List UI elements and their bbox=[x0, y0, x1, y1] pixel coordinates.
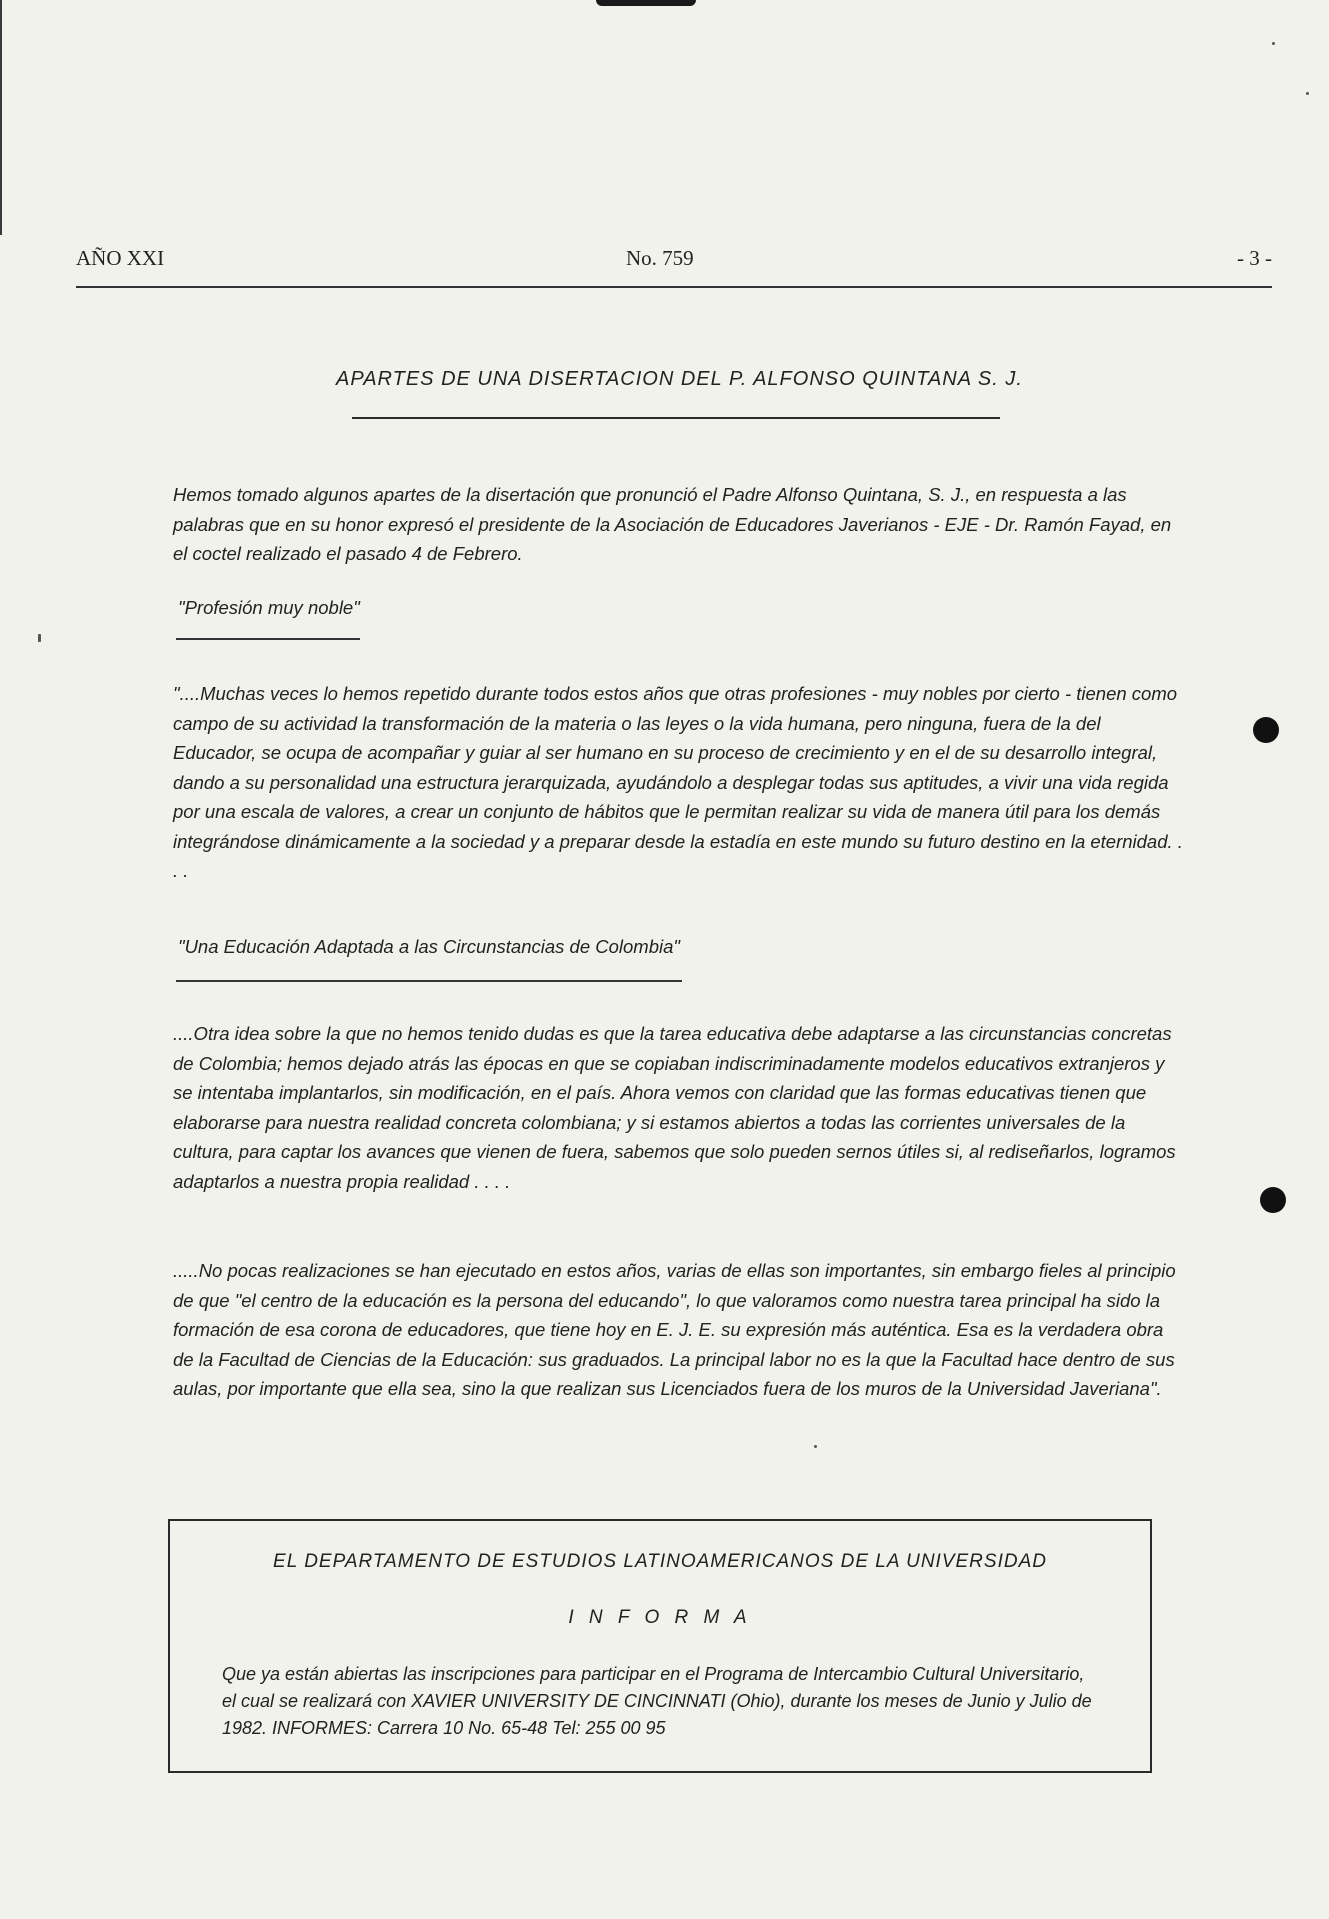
section-heading-underline bbox=[176, 638, 360, 640]
binder-tab bbox=[596, 0, 696, 6]
article-title: APARTES DE UNA DISERTACION DEL P. ALFONSO QUINTANA S. J. bbox=[336, 368, 1023, 390]
paper-speck bbox=[1306, 92, 1309, 95]
intro-paragraph: Hemos tomado algunos apartes de la disertación que pronunció el Padre Alfonso Quintana, S. J., en respuesta a las palabras que en su honor expresó el presidente de la Asociación de Educadores Javerianos - EJE - Dr. Ramón Fayad, en el coctel realizado el pasado 4 de Febrero. bbox=[173, 484, 1172, 564]
header-page-number: - 3 - bbox=[1237, 246, 1272, 270]
header-divider bbox=[76, 286, 1272, 288]
section-heading-underline bbox=[176, 980, 682, 982]
quote-paragraph-profesion: "....Muchas veces lo hemos repetido durante todos estos años que otras profesiones - muy nobles por cierto - tienen como campo de su actividad la transformación de la materia o las leyes o la vida humana, pero ninguna, fuera de la del Educador, se ocupa de acompañar y guiar al ser humano en su proceso de crecimiento y en el de su desarrollo integral, dando a su personalidad una estructura jerarquizada, ayudándolo a desplegar todas sus aptitudes, a vivir una vida regida por una escala de valores, a crear un conjunto de hábitos que le permitan realizar su vida de manera útil para los demás integrándose dinámicamente a la sociedad y a preparar desde la estadía en este mundo su futuro destino en la eternidad. . . . bbox=[173, 683, 1183, 881]
header-year: AÑO XXI bbox=[76, 246, 165, 270]
page-edge bbox=[0, 0, 2, 235]
paper-speck bbox=[38, 634, 41, 642]
notice-body: Que ya están abiertas las inscripciones para participar en el Programa de Intercambio Cultural Universitario, el cual se realizará con XAVIER UNIVERSITY DE CINCINNATI (Ohio), durante los meses de Junio y Julio de 1982. INFORMES: Carrera 10 No. 65-48 Tel: 255 00 95 bbox=[222, 1664, 1092, 1738]
notice-subheading: I N F O R M A bbox=[568, 1607, 752, 1628]
header-issue-number: No. 759 bbox=[626, 246, 694, 270]
quote-paragraph-educacion: ....Otra idea sobre la que no hemos tenido dudas es que la tarea educativa debe adaptarse a las circunstancias concretas de Colombia; hemos dejado atrás las épocas en que se copiaban indiscriminadamente modelos educativos extranjeros y se intentaba implantarlos, sin modificación, en el país. Ahora vemos con claridad que las formas educativas tienen que elaborarse para nuestra realidad concreta colombiana; y si estamos abiertos a todas las corrientes universales de la cultura, para captar los avances que vienen de fuera, sabemos que solo pueden sernos útiles si, al rediseñarlos, logramos adaptarlos a nuestra propia realidad . . . . bbox=[173, 1023, 1176, 1192]
paper-speck bbox=[1272, 42, 1275, 45]
binder-hole bbox=[1260, 1187, 1286, 1213]
quote-paragraph-realizaciones: .....No pocas realizaciones se han ejecutado en estos años, varias de ellas son importantes, sin embargo fieles al principio de que "el centro de la educación es la persona del educando", lo que valoramos como nuestra tarea principal ha sido la formación de esa corona de educadores, que tiene hoy en E. J. E. su expresión más auténtica. Esa es la verdadera obra de la Facultad de Ciencias de la Educación: sus graduados. La principal labor no es la que la Facultad hace dentro de sus aulas, por importante que ella sea, sino la que realizan sus Licenciados fuera de los muros de la Universidad Javeriana". bbox=[173, 1260, 1176, 1399]
binder-hole bbox=[1253, 717, 1279, 743]
title-underline bbox=[352, 417, 1000, 419]
section-heading-profesion: "Profesión muy noble" bbox=[178, 597, 360, 618]
notice-heading: EL DEPARTAMENTO DE ESTUDIOS LATINOAMERICANOS DE LA UNIVERSIDAD bbox=[273, 1551, 1047, 1572]
section-heading-educacion: "Una Educación Adaptada a las Circunstancias de Colombia" bbox=[178, 936, 680, 957]
page-header bbox=[76, 246, 1272, 280]
notice-box bbox=[168, 1519, 1152, 1773]
paper-speck bbox=[814, 1445, 817, 1448]
